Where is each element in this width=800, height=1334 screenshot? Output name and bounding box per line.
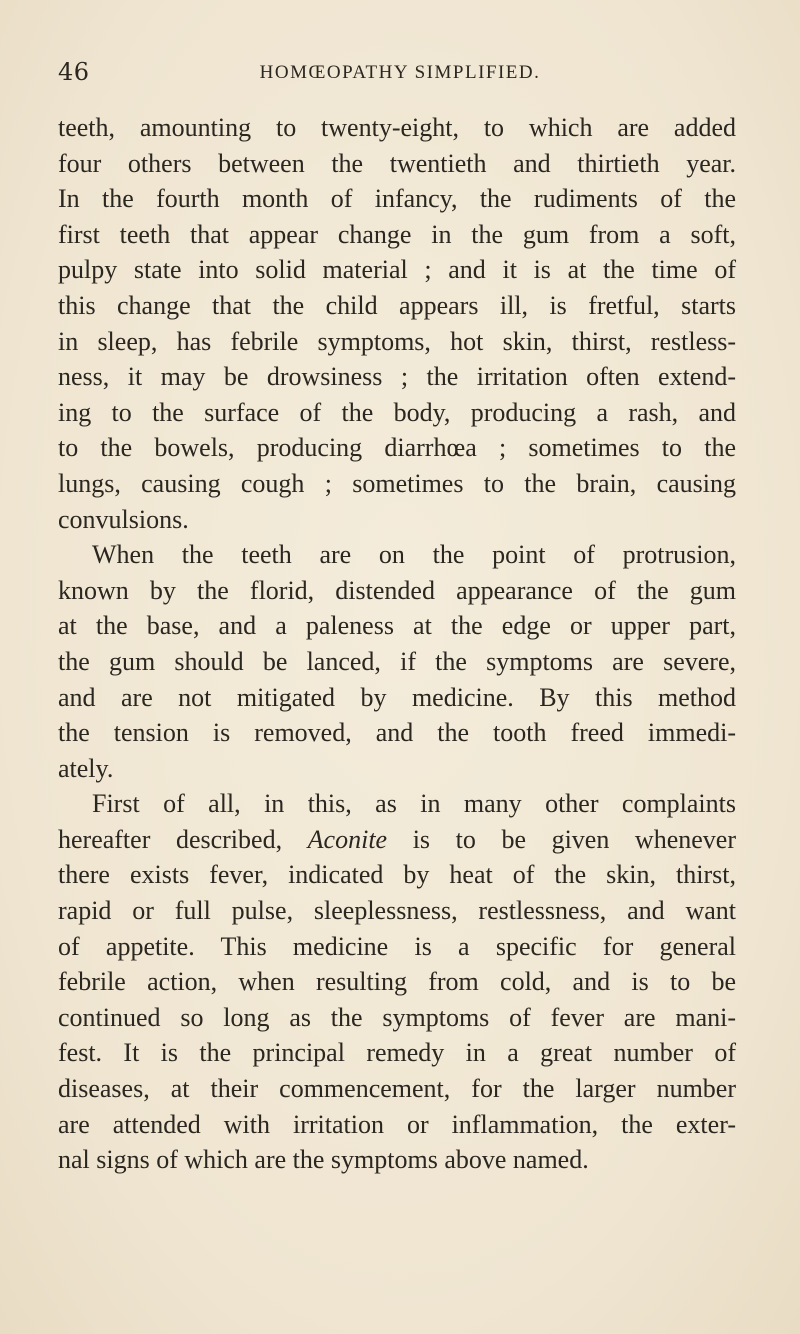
- text-line: fest. It is the principal remedy in a great number of: [58, 1038, 736, 1068]
- body-text: [58, 110, 736, 1178]
- text-line: ately.: [58, 753, 114, 783]
- text-line: to the bowels, producing diarrhœa ; sometimes to the: [58, 433, 736, 463]
- text-line: of appetite. This medicine is a specific for general: [58, 931, 736, 961]
- text-line: first teeth that appear change in the gum from a soft,: [58, 219, 736, 249]
- text-line: diseases, at their commencement, for the larger number: [58, 1074, 736, 1104]
- text-line: First of all, in this, as in many other complaints: [92, 789, 736, 819]
- text-line: the gum should be lanced, if the symptoms are severe,: [58, 646, 736, 676]
- text-line: this change that the child appears ill, is fretful, starts: [58, 290, 736, 320]
- text-line: there exists fever, indicated by heat of the skin, thirst,: [58, 860, 736, 890]
- text-line-aconite: [58, 822, 736, 858]
- text-line: the tension is removed, and the tooth freed immedi-: [58, 718, 736, 748]
- page-header: [58, 58, 742, 94]
- remedy-name-aconite: Aconite: [307, 824, 388, 854]
- text-line: nal signs of which are the symptoms above named.: [58, 1145, 589, 1175]
- text-line: four others between the twentieth and thirtieth year.: [58, 148, 736, 178]
- text-line: teeth, amounting to twenty-eight, to which are added: [58, 113, 736, 142]
- text-line: convulsions.: [58, 504, 189, 534]
- text-line: pulpy state into solid material ; and it is at the time of: [58, 255, 736, 285]
- text-line: are attended with irritation or inflammation, the exter-: [58, 1109, 736, 1139]
- text-line: known by the florid, distended appearance of the gum: [58, 575, 736, 605]
- text-line: and are not mitigated by medicine. By this method: [58, 682, 736, 712]
- text-line: febrile action, when resulting from cold, and is to be: [58, 967, 736, 997]
- text-fragment: hereafter described,: [58, 824, 283, 854]
- running-head: HOMŒOPATHY SIMPLIFIED.: [259, 62, 541, 83]
- text-line: When the teeth are on the point of protrusion,: [92, 540, 736, 570]
- text-line: rapid or full pulse, sleeplessness, restlessness, and want: [58, 896, 736, 926]
- text-line: In the fourth month of infancy, the rudiments of the: [58, 184, 736, 214]
- text-line: in sleep, has febrile symptoms, hot skin, thirst, restless-: [58, 326, 736, 356]
- text-line: lungs, causing cough ; sometimes to the brain, causing: [58, 468, 736, 498]
- text-line: ing to the surface of the body, producing a rash, and: [58, 397, 736, 427]
- text-line: at the base, and a paleness at the edge or upper part,: [58, 611, 736, 641]
- text-fragment: is to be given whenever: [412, 824, 736, 854]
- text-line: ness, it may be drowsiness ; the irritation often extend-: [58, 362, 736, 392]
- page-number: 46: [58, 58, 90, 86]
- text-line: continued so long as the symptoms of fever are mani-: [58, 1002, 736, 1032]
